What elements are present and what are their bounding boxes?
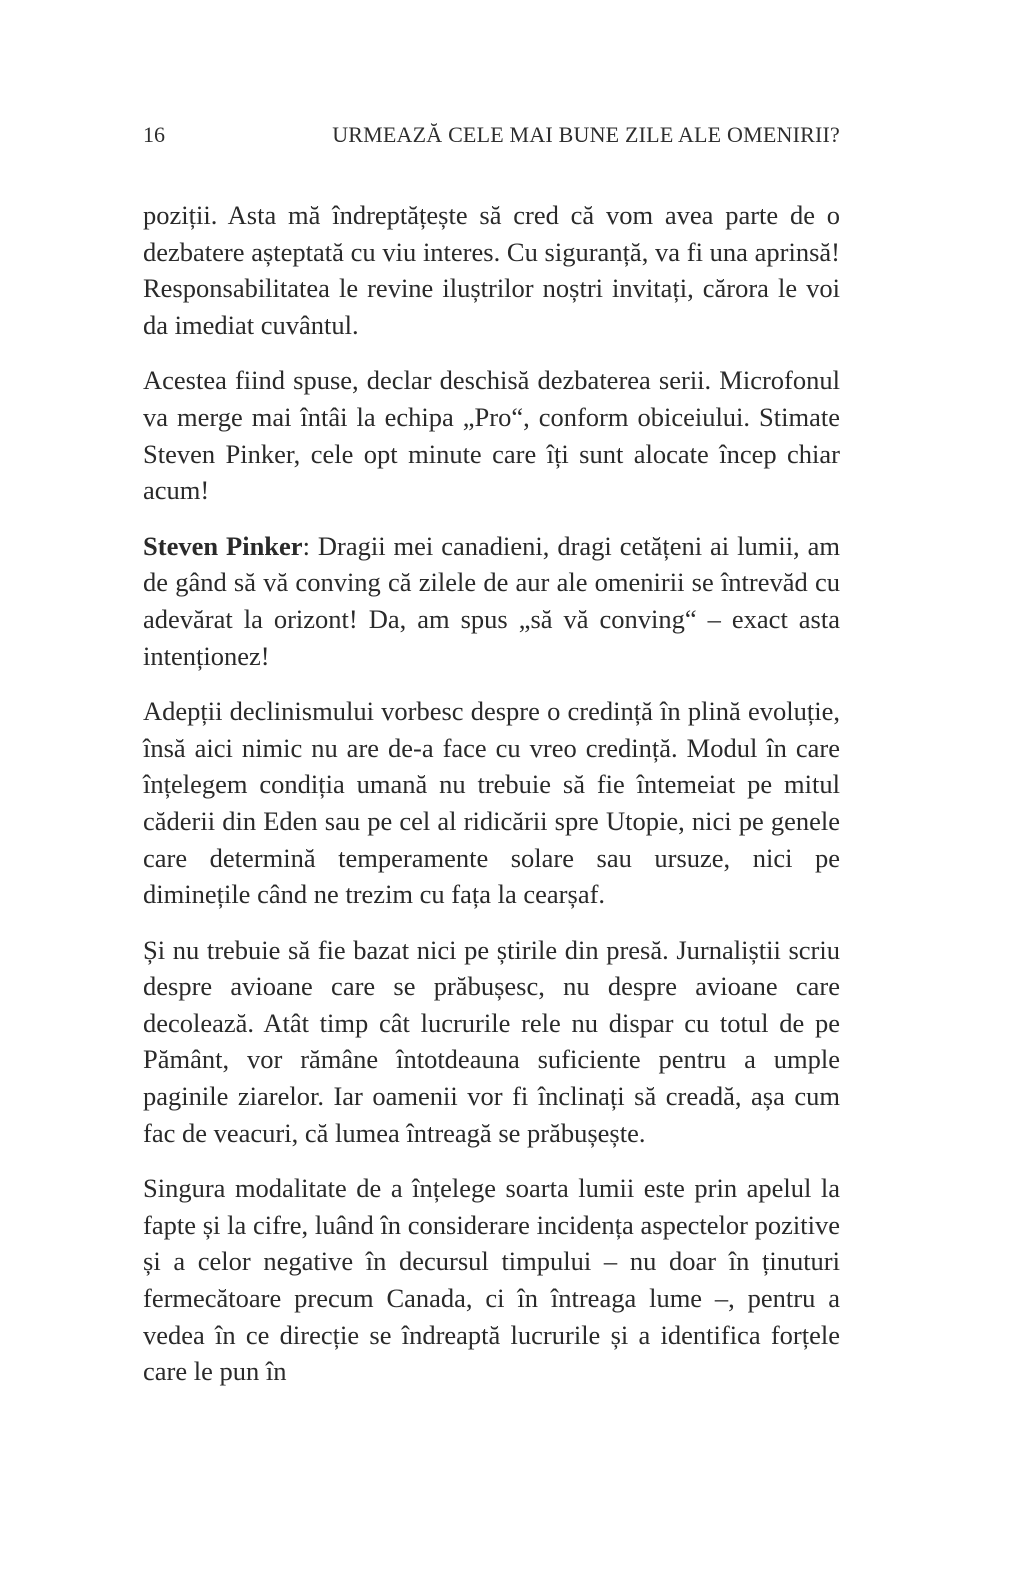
paragraph-1: poziții. Asta mă îndreptățește să cred că vom avea parte de o dezbatere așteptată cu viu interes. Cu siguranță, va fi una aprinsă! Responsabilitatea le revine iluștrilor noștri invitați, cărora le voi da imediat cuvântul. [143,200,840,340]
speech-text: Dragii mei canadieni, dragi cetățeni ai lumii, am de gând să vă conving că zilele de aur ale omenirii se întrevăd cu adevărat la orizont! Da, am spus „să vă conving“ – exact asta intenționez! [143,530,841,671]
running-title: URMEAZĂ CELE MAI BUNE ZILE ALE OMENIRII? [332,122,840,147]
speaker-name: Steven Pinker [143,530,303,561]
paragraph-5: Singura modalitate de a înțelege soarta lumii este prin apelul la fapte și la cifre, luând în considerare incidența aspectelor pozitive și a celor negative în decursul timpului – nu doar în ținuturi fermecătoare precum Canada, ci în întreaga lume –, pentru a vedea în ce direcție se îndreaptă lucrurile și a identifica forțele care le pun în [143,1173,840,1387]
paragraph-3: Adepții declinismului vorbesc despre o credință în plină evoluție, însă aici nimic nu are de-a face cu vreo credință. Modul în care înțelegem condiția umană nu trebuie să fie întemeiat pe mitul căderii din Eden sau pe cel al ridicării spre Utopie, nici pe genele care determină temperamente solare sau ursuze, nici pe diminețile când ne trezim cu fața la cearșaf. [143,696,840,910]
running-head [143,118,840,152]
book-page [143,0,840,1575]
speaker-separator: : [302,530,310,561]
paragraph-4: Și nu trebuie să fie bazat nici pe știrile din presă. Jurnaliștii scriu despre avioane care se prăbușesc, nu despre avioane care decolează. Atât timp cât lucrurile rele nu dispar cu totul de pe Pământ, vor rămâne întotdeauna suficiente pentru a umple paginile ziarelor. Iar oamenii vor fi înclinați să creadă, așa cum fac de veacuri, că lumea întreagă se prăbușește. [143,934,840,1148]
speech-paragraph [143,528,840,674]
paragraph-2: Acestea fiind spuse, declar deschisă dezbaterea serii. Microfonul va merge mai întâi la echipa „Pro“, conform obiceiului. Stimate Steven Pinker, cele opt minute care îți sunt alocate încep chiar acum! [143,365,840,506]
body-text [143,197,840,1409]
page-number: 16 [143,122,165,147]
